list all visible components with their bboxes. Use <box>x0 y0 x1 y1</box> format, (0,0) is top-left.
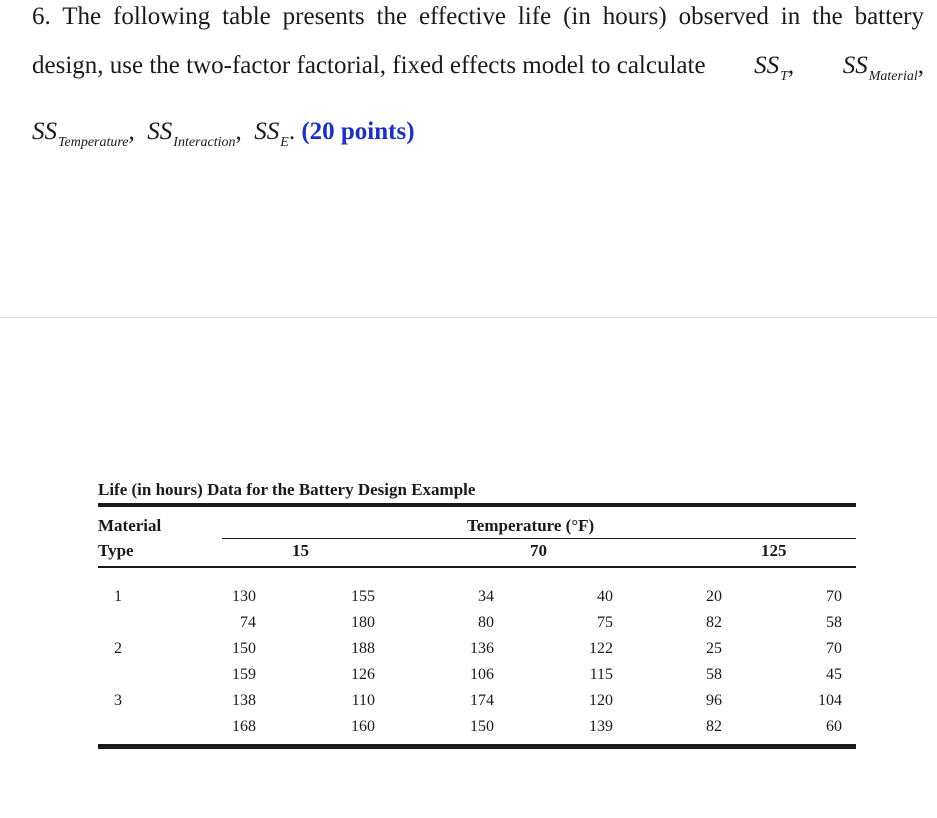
question-line-3 <box>32 118 415 150</box>
table-cell: 180 <box>351 614 375 631</box>
table-cell: 188 <box>351 640 375 657</box>
table-cell: 20 <box>706 588 722 605</box>
table-cell: 106 <box>470 666 494 683</box>
table-cell: 155 <box>351 588 375 605</box>
table-cell: 74 <box>240 614 256 631</box>
table-cell: 34 <box>478 588 494 605</box>
table-cell: 25 <box>706 640 722 657</box>
table-cell: 60 <box>826 718 842 735</box>
ss-interaction-term: $SS_{Interaction}$, <box>147 118 242 150</box>
question-line-2-text: design, use the two-factor factorial, fixed effects model to calculate <box>32 52 706 79</box>
material-type-label: 1 <box>114 588 122 605</box>
table-cell: 110 <box>351 692 375 709</box>
temperature-header-rule <box>222 538 856 539</box>
temperature-level-70: 70 <box>530 541 547 560</box>
ss-temperature-term: $SS_{Temperature}$, <box>32 118 135 150</box>
table-cell: 150 <box>470 718 494 735</box>
material-type-label: 3 <box>114 692 122 709</box>
table-cell: 159 <box>232 666 256 683</box>
table-cell: 122 <box>589 640 613 657</box>
table-cell: 130 <box>232 588 256 605</box>
table-cell: 160 <box>351 718 375 735</box>
table-cell: 168 <box>232 718 256 735</box>
table-cell: 40 <box>597 588 613 605</box>
table-cell: 120 <box>589 692 613 709</box>
table-cell: 82 <box>706 614 722 631</box>
table-cell: 139 <box>589 718 613 735</box>
table-cell: 104 <box>818 692 842 709</box>
type-header: Type <box>98 541 134 560</box>
table-cell: 174 <box>470 692 494 709</box>
temperature-level-15: 15 <box>292 541 309 560</box>
table-top-rule <box>98 503 856 507</box>
material-type-label: 2 <box>114 640 122 657</box>
table-cell: 96 <box>706 692 722 709</box>
material-header: Material <box>98 516 162 535</box>
table-cell: 136 <box>470 640 494 657</box>
temperature-level-125: 125 <box>761 541 787 560</box>
table-cell: 45 <box>826 666 842 683</box>
ss-error-term: $SS_E$. <box>254 118 296 150</box>
table-cell: 126 <box>351 666 375 683</box>
table-cell: 70 <box>826 640 842 657</box>
table-cell: 70 <box>826 588 842 605</box>
table-cell: 115 <box>589 666 613 683</box>
table-header-rule <box>98 566 856 568</box>
table-cell: 58 <box>706 666 722 683</box>
points-label: (20 points) <box>301 118 415 145</box>
table-cell: 82 <box>706 718 722 735</box>
table-cell: 150 <box>232 640 256 657</box>
table-cell: 80 <box>478 614 494 631</box>
ss-material-term: $SS_{Material}$, <box>842 52 924 84</box>
question-line-2 <box>32 52 924 84</box>
ss-total-term: $SS_T$, <box>754 52 795 84</box>
question-line-1: 6. The following table presents the effective life (in hours) observed in the battery <box>32 3 924 30</box>
table-cell: 75 <box>597 614 613 631</box>
table-bottom-rule <box>98 744 856 749</box>
table-cell: 58 <box>826 614 842 631</box>
table-caption: Life (in hours) Data for the Battery Design Example <box>98 480 476 499</box>
temperature-header: Temperature (°F) <box>467 516 595 535</box>
table-cell: 138 <box>232 692 256 709</box>
section-divider <box>0 317 937 318</box>
